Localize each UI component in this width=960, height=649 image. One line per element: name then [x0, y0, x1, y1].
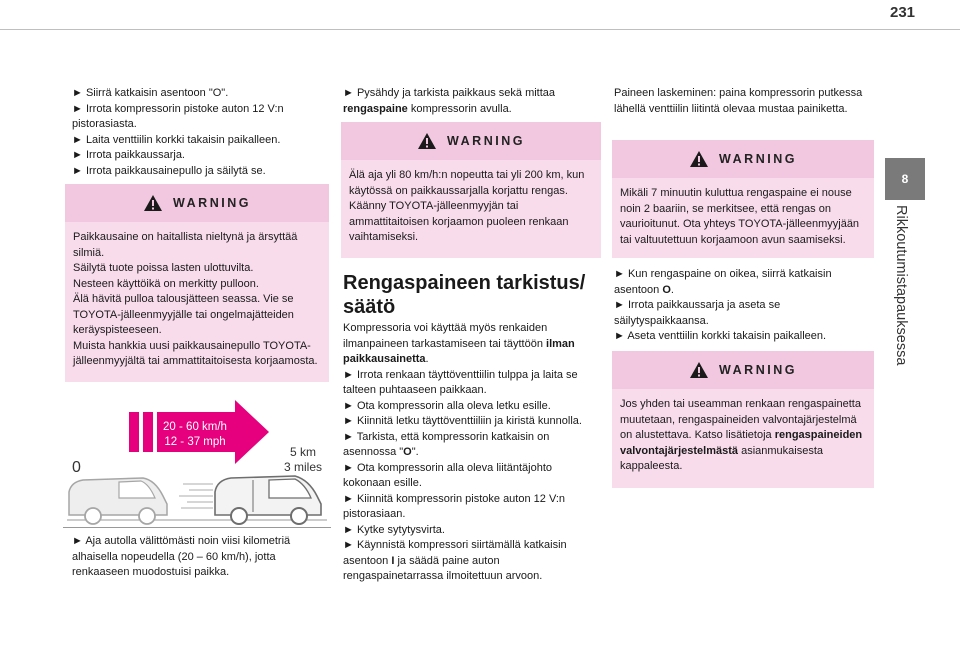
distance-miles: 3 miles	[283, 460, 323, 474]
warning-line: Säilytä tuote poissa lasten ulottuvilta.	[73, 262, 254, 274]
chapter-tab[interactable]: 8	[885, 158, 925, 200]
warning-label: WARNING	[719, 152, 797, 166]
warning-line: Muista hankkia uusi paikkausainepullo TOYOTA-jälleenmyyjältä tai ammattitaitoisesta korjaamosta.	[73, 339, 318, 367]
warning-line: Nesteen käyttöikä on merkitty pulloon.	[73, 277, 259, 290]
chapter-title	[893, 205, 919, 385]
warning-header	[612, 351, 874, 389]
warning-triangle-icon	[689, 361, 709, 379]
warning-line: Älä hävitä pulloa talousjätteen seassa. Vie se TOYOTA-jälleenmyyjälle tai ongelmajätteiden keräyspisteeseen.	[73, 293, 294, 336]
warning-box	[65, 184, 329, 382]
warning-label: WARNING	[447, 134, 525, 148]
warning-header	[65, 184, 329, 222]
warning-label: WARNING	[719, 363, 797, 377]
speed-kmh: 20 - 60 km/h	[163, 421, 227, 433]
warning-triangle-icon	[143, 194, 163, 212]
van-icon	[69, 478, 167, 524]
warning-box	[612, 140, 874, 258]
warning-triangle-icon	[689, 150, 709, 168]
distance-km: 5 km	[289, 445, 317, 459]
warning-text	[341, 160, 601, 252]
speed-stripe	[143, 412, 153, 452]
steps	[614, 267, 876, 345]
warning-line: Käänny TOYOTA-jälleenmyyjän tai ammattitaitoisen korjaamon puoleen renkaan vaihtamiseksi.	[349, 200, 569, 243]
section-heading: Rengaspaineen tarkistus/ säätö	[343, 272, 586, 318]
speed-stripe	[129, 412, 139, 452]
step-item: ► Siirrä katkaisin asentoon "O".	[72, 87, 229, 99]
step-item: ► Kiinnitä letku täyttöventtiiliin ja kiristä kunnolla.	[343, 415, 582, 427]
warning-text	[65, 222, 329, 376]
body-paragraph: Kompressoria voi käyttää myös renkaiden ilmanpaineen tarkastamiseen tai täyttöön ilman paikkausainetta.	[343, 322, 575, 365]
step-item: ► Laita venttiilin korkki takaisin paikalleen.	[72, 133, 281, 146]
warning-text: Jos yhden tai useamman renkaan rengaspainetta muutetaan, rengaspaineiden valvontajärjestelmä on alustettava. Katso lisätietoja rengaspaineiden valvontajärjestelmästä asianmukaisesta kappaleesta.	[620, 398, 863, 472]
step-item: ► Ota kompressorin alla oleva letku esille.	[343, 399, 551, 412]
warning-line: Älä aja yli 80 km/h:n nopeutta tai yli 200 km, kun käytössä on paikkaussarjalla korjattu rengas.	[349, 169, 585, 197]
step-item: ► Irrota paikkaussarja ja aseta se säilytyspaikkaansa.	[614, 299, 781, 327]
step-item: ► Irrota paikkausainepullo ja säilytä se.	[72, 164, 266, 177]
warning-header	[341, 122, 601, 160]
step-item: ► Irrota paikkaussarja.	[72, 149, 185, 161]
step-item: ► Irrota renkaan täyttöventtiilin tulppa ja laita se talteen puhtaaseen paikkaan.	[343, 368, 578, 396]
warning-box	[341, 122, 601, 258]
start-marker: 0	[72, 459, 81, 476]
intro-steps	[72, 86, 328, 179]
step-item: ► Kytke sytytysvirta.	[343, 523, 445, 536]
intro-step: ► Pysähdy ja tarkista paikkaus sekä mittaa rengaspaine kompressorin avulla.	[343, 87, 556, 115]
warning-triangle-icon	[417, 132, 437, 150]
step-item: ► Tarkista, että kompressorin katkaisin on asennossa "O".	[343, 430, 550, 458]
intro-paragraph: Paineen laskeminen: paina kompressorin putkessa lähellä venttiilin liitintä olevaa mustaa painiketta.	[614, 87, 863, 115]
step-item: ► Irrota kompressorin pistoke auton 12 V:n pistorasiasta.	[72, 102, 284, 130]
step-item: ► Ota kompressorin alla oleva liitäntäjohto kokonaan esille.	[343, 461, 552, 489]
header-divider	[0, 29, 960, 30]
section-body	[343, 321, 601, 585]
page-number: 231	[890, 4, 916, 21]
warning-text: Mikäli 7 minuutin kuluttua rengaspaine ei nouse noin 2 baariin, se merkitsee, että rengas on vaurioitunut. Ota yhteys TOYOTA-jälleenmyyjään tai valtuutettuun korjaamoon avun saamiseksi.	[620, 187, 860, 246]
van-icon	[215, 476, 321, 524]
warning-label: WARNING	[173, 196, 251, 210]
motion-lines	[179, 484, 213, 508]
illustration-caption: ► Aja autolla välittömästi noin viisi kilometriä alhaisella nopeudella (20 – 60 km/h), jotta renkaaseen muodostuisi paikka.	[72, 535, 291, 578]
step-item: ► Käynnistä kompressori siirtämällä katkaisin asentoon I ja säädä paine auton rengaspainetarrassa ilmoitettuun arvoon.	[343, 539, 567, 582]
step-item: ► Kun rengaspaine on oikea, siirrä katkaisin asentoon O.	[614, 268, 832, 296]
step-item: ► Kiinnitä kompressorin pistoke auton 12 V:n pistorasiaan.	[343, 492, 566, 520]
speed-mph: 12 - 37 mph	[164, 436, 226, 448]
drive-illustration	[63, 400, 331, 528]
warning-box	[612, 351, 874, 488]
warning-header	[612, 140, 874, 178]
chapter-title-text: Rikkoutumistapauksessa	[893, 205, 909, 366]
step-item: ► Aseta venttiilin korkki takaisin paikalleen.	[614, 330, 827, 342]
illustration-divider	[63, 527, 331, 528]
warning-line: Paikkausaine on haitallista nieltynä ja ärsyttää silmiä.	[73, 231, 298, 259]
